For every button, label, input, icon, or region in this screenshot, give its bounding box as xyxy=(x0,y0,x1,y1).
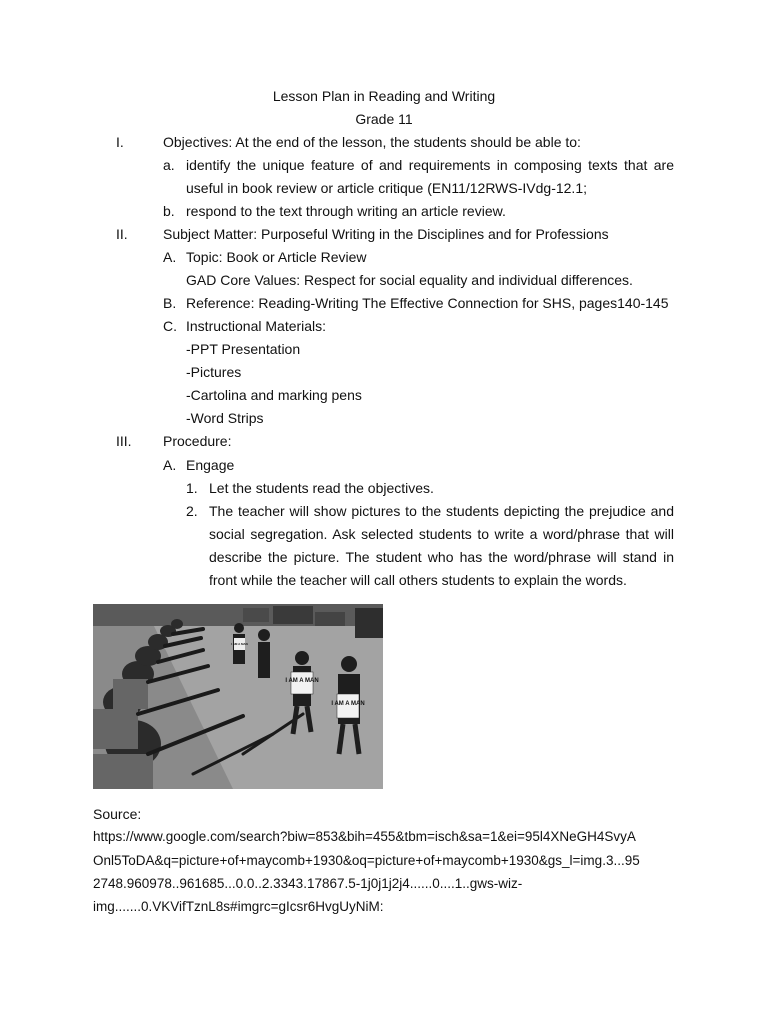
step-2-line3: describe the picture. The student who has the word/phrase will stand in xyxy=(209,549,674,565)
objective-a-line2: useful in book review or article critique (EN11/12RWS-IVdg-12.1; xyxy=(186,180,587,196)
protest-photo xyxy=(93,604,383,789)
materials-heading: Instructional Materials: xyxy=(186,318,327,334)
list-label: 2. xyxy=(186,503,198,519)
protest-sign-text: I AM A MAN xyxy=(331,701,365,707)
material-item: -Cartolina and marking pens xyxy=(186,387,362,403)
list-label: b. xyxy=(163,203,175,219)
protest-sign-text: I AM A MAN xyxy=(285,678,319,684)
list-label: A. xyxy=(163,457,177,473)
source-url-line2[interactable]: Onl5ToDA&q=picture+of+maycomb+1930&oq=picture+of+maycomb+1930&gs_l=img.3...95 xyxy=(93,853,640,868)
document-title: Lesson Plan in Reading and Writing xyxy=(272,88,496,104)
list-label: A. xyxy=(163,249,177,265)
engage-heading: Engage xyxy=(186,457,235,473)
step-2-line4: front while the teacher will call others students to explain the words. xyxy=(209,572,627,588)
step-1-text: Let the students read the objectives. xyxy=(209,480,434,496)
section-number: I. xyxy=(116,134,124,150)
step-2-line2: social segregation. Ask selected students to write a word/phrase that will xyxy=(209,526,674,542)
procedure-heading: Procedure: xyxy=(163,433,232,449)
source-url-line4[interactable]: img.......0.VKVifTznL8s#imgrc=gIcsr6HvgUyNiM: xyxy=(93,899,384,914)
source-label: Source: xyxy=(93,806,142,822)
material-item: -Word Strips xyxy=(186,410,264,426)
list-label: C. xyxy=(163,318,177,334)
source-url-line3[interactable]: 2748.960978..961685...0.0..2.3343.17867.5-1j0j1j2j4......0....1..gws-wiz- xyxy=(93,876,523,891)
subject-heading: Subject Matter: Purposeful Writing in the Disciplines and for Professions xyxy=(163,226,609,242)
objective-b: respond to the text through writing an article review. xyxy=(186,203,506,219)
gad-text: GAD Core Values: Respect for social equality and individual differences. xyxy=(186,272,633,288)
reference-text: Reference: Reading-Writing The Effective Connection for SHS, pages140-145 xyxy=(186,295,669,311)
list-label: a. xyxy=(163,157,175,173)
list-label: B. xyxy=(163,295,177,311)
objectives-heading: Objectives: At the end of the lesson, the students should be able to: xyxy=(163,134,581,150)
protest-sign-text: I AM A MAN xyxy=(231,642,248,646)
topic-text: Topic: Book or Article Review xyxy=(186,249,367,265)
section-number: II. xyxy=(116,226,128,242)
objective-a-line1: identify the unique feature of and requirements in composing texts that are xyxy=(186,157,674,173)
source-url-line1[interactable]: https://www.google.com/search?biw=853&bih=455&tbm=isch&sa=1&ei=95l4XNeGH4SvyA xyxy=(93,829,636,844)
grade-label: Grade 11 xyxy=(355,111,413,127)
step-2-line1: The teacher will show pictures to the students depicting the prejudice and xyxy=(209,503,674,519)
material-item: -PPT Presentation xyxy=(186,341,301,357)
material-item: -Pictures xyxy=(186,364,242,380)
section-number: III. xyxy=(116,433,132,449)
list-label: 1. xyxy=(186,480,198,496)
